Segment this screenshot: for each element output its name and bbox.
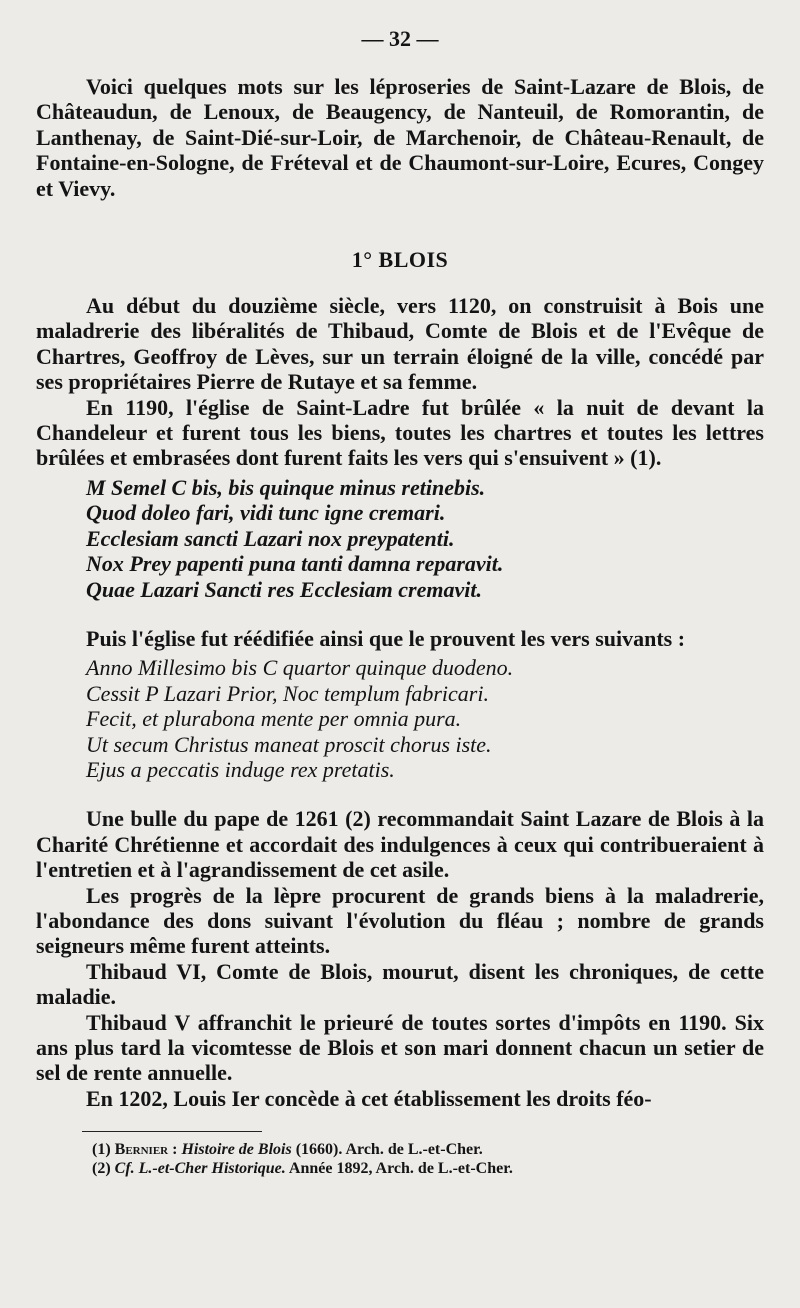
footnotes	[92, 1140, 764, 1178]
footnote-rest: (1660). Arch. de L.-et-Cher.	[291, 1141, 483, 1159]
footnote-number: (1)	[92, 1141, 111, 1159]
paragraph-founding: Au début du douzième siècle, vers 1120, on construisit à Bois une maladrerie des libéralités de Thibaud, Comte de Blois et de l'Evêque de Chartres, Geoffroy de Lèves, sur un terrain éloigné de la ville, concédé par ses propriétaires Pierre de Rutaye et sa femme.	[36, 293, 764, 395]
verse-line: Cessit P Lazari Prior, Noc templum fabricari.	[86, 680, 489, 706]
verse-line: Ut secum Christus maneat proscit chorus iste.	[86, 731, 492, 757]
footnote-title: L.-et-Cher Historique.	[138, 1160, 286, 1178]
paragraph-leprosy: Les progrès de la lèpre procurent de grands biens à la maladrerie, l'abondance des dons suivant l'évolution du fléau ; nombre de grands seigneurs même furent atteints.	[36, 882, 764, 959]
verse-line: Fecit, et plurabona mente per omnia pura.	[86, 706, 462, 732]
footnote-number: (2)	[92, 1160, 111, 1178]
latin-verse-2	[86, 655, 764, 782]
footnote-2	[92, 1159, 764, 1178]
footnote-cf: Cf.	[114, 1160, 135, 1178]
latin-verse-1	[86, 475, 764, 602]
footnote-1	[92, 1140, 764, 1159]
footnote-divider	[82, 1131, 262, 1132]
paragraph-louis: En 1202, Louis Ier concède à cet établissement les droits féo-	[86, 1085, 652, 1111]
paragraph-thibaud-v: Thibaud V affranchit le prieuré de toutes sortes d'impôts en 1190. Six ans plus tard la vicomtesse de Blois et son mari donnent chacun un setier de sel de rente annuelle.	[36, 1009, 764, 1086]
verse-line: Anno Millesimo bis C quartor quinque duodeno.	[86, 655, 514, 681]
footnote-separator: :	[168, 1141, 182, 1159]
footnote-title: Histoire de Blois	[181, 1141, 292, 1159]
verse-line: Nox Prey papenti puna tanti damna reparavit.	[86, 551, 504, 577]
footnote-author: Bernier	[114, 1141, 169, 1159]
verse-line: Quae Lazari Sancti res Ecclesiam cremavit.	[86, 576, 482, 602]
paragraph-rebuild: Puis l'église fut réédifiée ainsi que le prouvent les vers suivants :	[86, 625, 686, 651]
verse-line: Quod doleo fari, vidi tunc igne cremari.	[86, 500, 446, 526]
section-title: 1° BLOIS	[351, 247, 449, 273]
paragraph-bull: Une bulle du pape de 1261 (2) recommandait Saint Lazare de Blois à la Charité Chrétienne et accordait des indulgences à ceux qui contribueraient à l'entretien et à l'agrandissement de cet asile.	[36, 806, 764, 883]
paragraph-fire: En 1190, l'église de Saint-Ladre fut brûlée « la nuit de devant la Chandeleur et furent tous les biens, toutes les chartres et toutes les lettres brûlées et embrasées dont furent faits les vers qui s'ensuivent » (1).	[36, 394, 764, 471]
verse-line: Ejus a peccatis induge rex pretatis.	[86, 756, 395, 782]
intro-paragraph: Voici quelques mots sur les léproseries de Saint-Lazare de Blois, de Châteaudun, de Lenoux, de Beaugency, de Nanteuil, de Romorantin, de Lanthenay, de Saint-Dié-sur-Loir, de Marchenoir, de Château-Renault, de Fontaine-en-Sologne, de Fréteval et de Chaumont-sur-Loire, Ecures, Congey et Vievy.	[36, 74, 764, 201]
footnote-rest: Année 1892, Arch. de L.-et-Cher.	[285, 1160, 513, 1178]
verse-line: Ecclesiam sancti Lazari nox preypatenti.	[86, 525, 455, 551]
page-number: — 32 —	[361, 26, 439, 51]
verse-line: M Semel C bis, bis quinque minus retinebis.	[86, 474, 486, 500]
paragraph-thibaud-vi: Thibaud VI, Comte de Blois, mourut, disent les chroniques, de cette maladie.	[36, 958, 764, 1010]
